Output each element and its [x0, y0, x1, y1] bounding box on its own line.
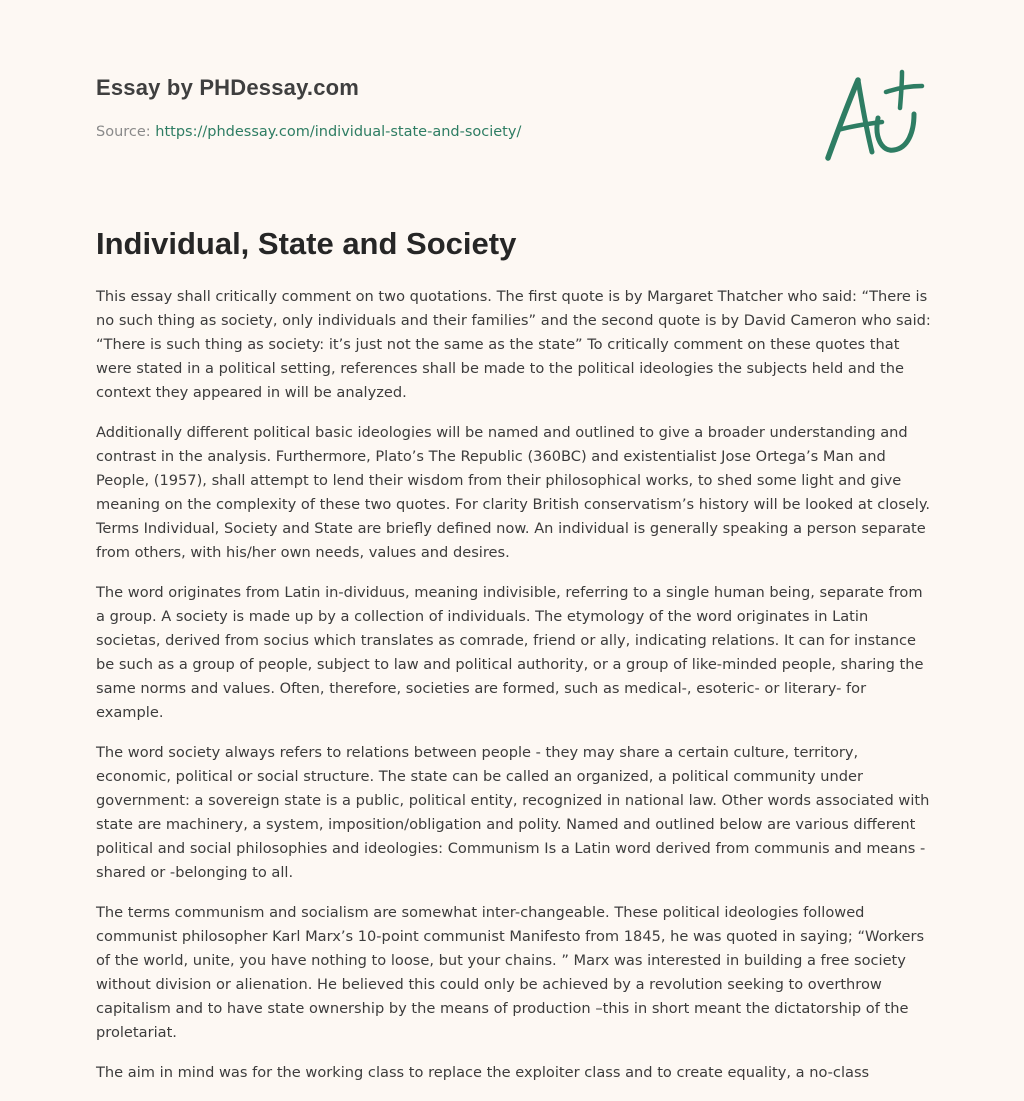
source-line: [96, 124, 521, 140]
essay-title: Individual, State and Society: [96, 226, 517, 261]
source-link[interactable]: https://phdessay.com/individual-state-and-society/: [155, 124, 522, 140]
essay-paragraph: Additionally different political basic ideologies will be named and outlined to give a broader understanding and contrast in the analysis. Furthermore, Plato’s The Republic (360BC) and existentialist Jose Ortega’s Man and People, (1957), shall attempt to lend their wisdom from their philosophical works, to shed some light and give meaning on the complexity of these two quotes. For clarity British conservatism’s history will be looked at closely. Terms Individual, Society and State are briefly defined now. An individual is generally speaking a person separate from others, with his/her own needs, values and desires.: [96, 424, 931, 561]
essay-paragraph: The word originates from Latin in-dividuus, meaning indivisible, referring to a single human being, separate from a group. A society is made up by a collection of individuals. The etymology of the word originates in Latin societas, derived from socius which translates as comrade, friend or ally, indicating relations. It can for instance be such as a group of people, subject to law and political authority, or a group of like-minded people, sharing the same norms and values. Often, therefore, societies are formed, such as medical-, esoteric- or literary- for example.: [96, 584, 924, 721]
site-title: Essay by PHDessay.com: [96, 75, 360, 100]
essay-paragraph: This essay shall critically comment on two quotations. The first quote is by Margaret Thatcher who said: “There is no such thing as society, only individuals and their families” and the second quote is by David Cameron who said: “There is such thing as society: it’s just not the same as the state” To critically comment on these quotes that were stated in a political setting, references shall be made to the political ideologies the subjects held and the context they appeared in will be analyzed.: [96, 288, 931, 401]
a-plus-logo-icon: [822, 66, 926, 166]
source-label: Source:: [96, 124, 156, 140]
essay-paragraph: The word society always refers to relations between people - they may share a certain culture, territory, economic, political or social structure. The state can be called an organized, a political community under government: a sovereign state is a public, political entity, recognized in national law. Other words associated with state are machinery, a system, imposition/obligation and polity. Named and outlined below are various different political and social philosophies and ideologies: Communism Is a Latin word derived from communis and means -shared or -belonging to all.: [96, 744, 930, 881]
essay-paragraph: The aim in mind was for the working class to replace the exploiter class and to create equality, a no-class: [96, 1064, 870, 1081]
essay-paragraph: The terms communism and socialism are somewhat inter-changeable. These political ideologies followed communist philosopher Karl Marx’s 10-point communist Manifesto from 1845, he was quoted in saying; “Workers of the world, unite, you have nothing to loose, but your chains. ” Marx was interested in building a free society without division or alienation. He believed this could only be achieved by a revolution seeking to overthrow capitalism and to have state ownership by the means of production –this in short meant the dictatorship of the proletariat.: [96, 904, 925, 1041]
essay-body: [96, 285, 932, 1101]
essay-page: [96, 0, 932, 1081]
page-header: [96, 0, 932, 200]
